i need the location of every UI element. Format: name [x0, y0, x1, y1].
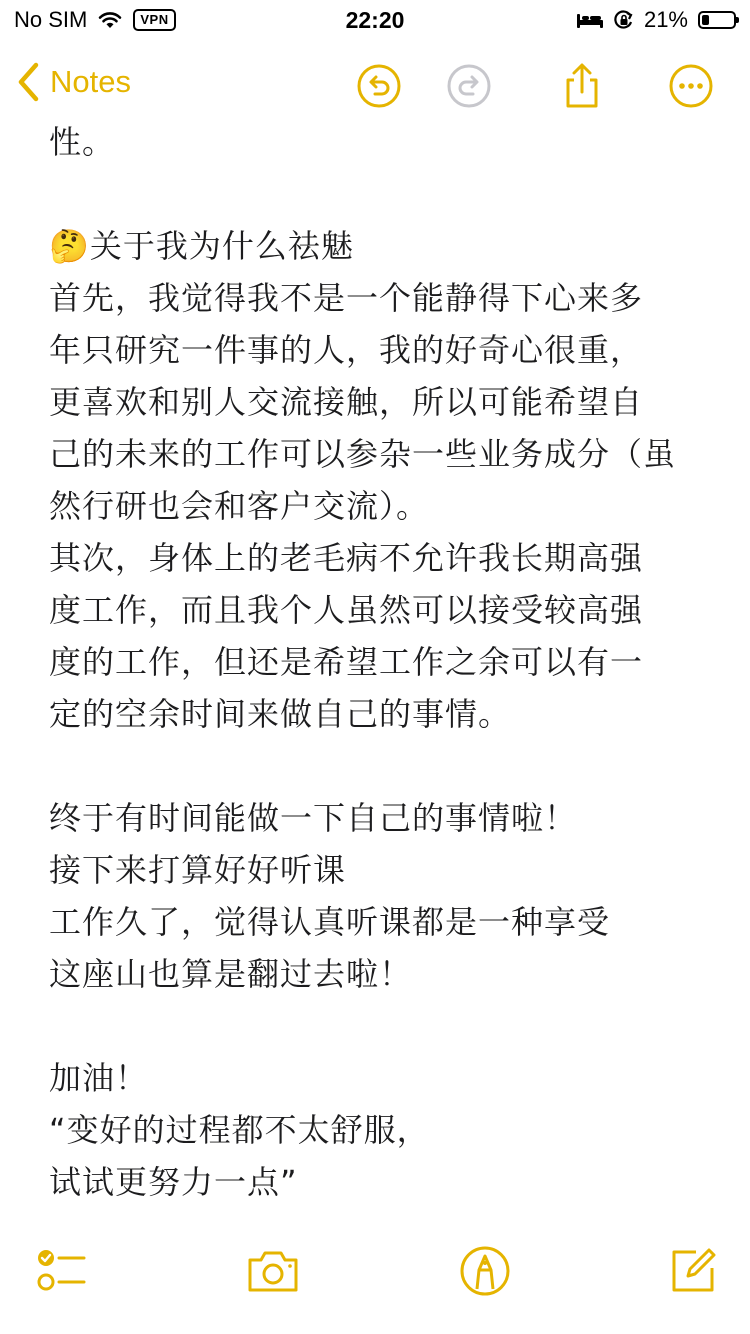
note-line: 然行研也会和客户交流）。 — [49, 487, 430, 525]
note-line: 这座山也算是翻过去啦！ — [49, 955, 413, 993]
note-line: 度工作，而且我个人虽然可以接受较高强 — [49, 591, 644, 629]
note-line: 性。 — [49, 123, 116, 161]
note-line: 终于有时间能做一下自己的事情啦！ — [49, 799, 578, 837]
share-icon[interactable] — [558, 62, 606, 110]
note-line: 更喜欢和别人交流接触，所以可能希望自 — [49, 383, 644, 421]
carrier-label: No SIM — [14, 7, 88, 32]
back-button-label: Notes — [50, 64, 131, 99]
note-line: 🤔关于我为什么祛魅 — [49, 227, 354, 265]
status-right — [576, 7, 736, 33]
note-line: 己的未来的工作可以参杂一些业务成分（虽 — [49, 435, 677, 473]
orientation-lock-icon — [614, 10, 634, 30]
note-line: 接下来打算好好听课 — [49, 851, 347, 889]
note-line: 度的工作，但还是希望工作之余可以有一 — [49, 643, 644, 681]
note-line: 试试更努力一点” — [49, 1163, 298, 1201]
note-line: 年只研究一件事的人，我的好奇心很重， — [49, 331, 644, 369]
chevron-left-icon — [16, 62, 40, 102]
note-line: 其次，身体上的老毛病不允许我长期高强 — [49, 539, 644, 577]
note-blank-line — [49, 1000, 709, 1052]
checklist-icon[interactable] — [34, 1244, 88, 1298]
back-button[interactable] — [16, 62, 131, 102]
note-line: 定的空余时间来做自己的事情。 — [49, 695, 512, 733]
more-icon[interactable] — [667, 62, 715, 110]
compose-icon[interactable] — [666, 1244, 720, 1298]
redo-icon[interactable] — [445, 62, 493, 110]
battery-percent: 21% — [643, 7, 688, 32]
nav-bar — [0, 52, 750, 122]
camera-icon[interactable] — [246, 1244, 300, 1298]
battery-icon — [698, 11, 736, 29]
status-bar — [0, 0, 750, 40]
note-body[interactable] — [49, 116, 709, 1208]
note-line: 首先，我觉得我不是一个能静得下心来多 — [49, 279, 644, 317]
markup-pen-icon[interactable] — [458, 1244, 512, 1298]
undo-icon[interactable] — [355, 62, 403, 110]
note-blank-line — [49, 168, 709, 220]
bottom-toolbar — [0, 1224, 750, 1334]
note-line: 加油！ — [49, 1059, 149, 1097]
bed-icon — [576, 11, 604, 29]
note-blank-line — [49, 740, 709, 792]
status-time: 22:20 — [345, 7, 405, 33]
vpn-badge: VPN — [133, 9, 175, 31]
note-line: 工作久了，觉得认真听课都是一种享受 — [49, 903, 611, 941]
note-line: “变好的过程都不太舒服， — [49, 1111, 430, 1149]
